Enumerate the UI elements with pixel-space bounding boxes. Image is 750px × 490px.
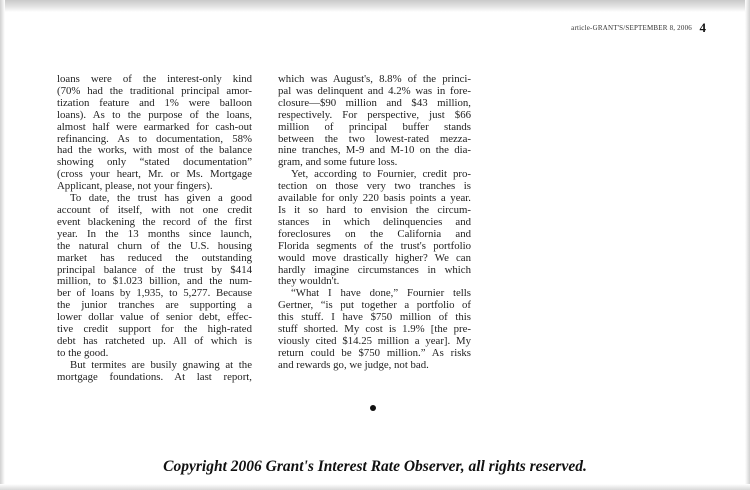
viewer-top-shadow	[0, 0, 750, 12]
text-line: the junior tranches are supporting a	[57, 299, 252, 312]
text-line: showing only “stated documentation”	[57, 156, 252, 169]
text-line: they wouldn't.	[278, 275, 340, 288]
text-line: tization feature and 1% were balloon	[57, 96, 252, 109]
text-line: and rewards go, we judge, not bad.	[278, 358, 429, 371]
text-line: to the good.	[57, 346, 109, 359]
text-line: pal was delinquent and 4.2% was in fore-	[278, 84, 471, 97]
paragraph	[278, 169, 471, 288]
text-line: Applicant, please, not your fingers).	[57, 180, 213, 193]
text-line: But termites are busily gnawing at the	[70, 358, 252, 371]
running-head: article-GRANT'S/SEPTEMBER 8, 2006	[571, 24, 692, 32]
paragraph	[278, 74, 471, 169]
text-line: foreclosures on the California and	[278, 227, 471, 240]
text-line: million, to $1.023 billion, and the num-	[57, 275, 252, 288]
text-line: nine tranches, M-9 and M-10 on the dia-	[278, 144, 471, 157]
text-line: year. In the 13 months since launch,	[57, 227, 252, 240]
text-line: tection on those very two tranches is	[278, 180, 471, 193]
text-line: event blackening the record of the first	[57, 215, 252, 228]
text-line: Florida segments of the trust's portfolio	[278, 239, 471, 252]
text-line: loans were of the interest-only kind	[57, 73, 252, 85]
paragraph	[278, 288, 471, 371]
text-line: the natural churn of the U.S. housing	[57, 239, 252, 252]
left-column	[57, 74, 252, 384]
text-line: hardly imagine circumstances in which	[278, 263, 471, 276]
text-line: “What I have done,” Fournier tells	[291, 287, 471, 300]
text-line: loans). As to the purpose of the loans,	[57, 108, 252, 121]
text-line: refinancing. As to documentation, 58%	[57, 132, 252, 145]
text-line: (70% had the traditional principal amor-	[57, 84, 252, 97]
text-line: principal balance of the trust by $414	[57, 263, 252, 276]
text-line: between the two lowest-rated mezza-	[278, 132, 471, 145]
text-line: (cross your heart, Mr. or Ms. Mortgage	[57, 168, 252, 181]
copyright-footer: Copyright 2006 Grant's Interest Rate Observer, all rights reserved.	[163, 458, 587, 475]
text-line: Is it so hard to envision the circum-	[278, 203, 471, 216]
text-line: ber of loans by 1,935, to 5,277. Because	[57, 287, 252, 300]
text-line: Yet, according to Fournier, credit pro-	[291, 168, 471, 181]
viewer-bottom-shadow	[0, 484, 750, 490]
text-line: account of itself, with not one credit	[57, 203, 252, 216]
text-line: tive credit support for the high-rated	[57, 323, 252, 336]
text-line: would move drastically higher? We can	[278, 251, 471, 264]
text-line: available for only 220 basis points a year.	[278, 192, 471, 205]
text-line: respectively. For perspective, just $66	[278, 108, 471, 121]
paragraph	[57, 74, 252, 193]
text-line: had the works, with most of the balance	[57, 144, 252, 157]
text-line: debt has ratcheted up. All of which is	[57, 334, 252, 347]
text-line: return could be $750 million.” As risks	[278, 346, 471, 359]
text-line: market has reduced the outstanding	[57, 251, 252, 264]
text-line: To date, the trust has given a good	[70, 192, 252, 205]
page-number: 4	[699, 20, 706, 35]
text-line: viously cited $14.25 million a year]. My	[278, 334, 471, 347]
viewer-left-shadow	[0, 0, 5, 490]
text-line: stuff shorted. My cost is 1.9% [the pre-	[278, 323, 471, 336]
end-of-article-bullet	[370, 405, 376, 411]
text-line: mortgage foundations. At last report,	[57, 370, 252, 383]
text-line: gram, and some future loss.	[278, 156, 398, 169]
text-line: stances in which delinquencies and	[278, 215, 471, 228]
text-line: Gertner, “is put together a portfolio of	[278, 299, 471, 312]
paragraph	[57, 360, 252, 384]
text-line: almost half were earmarked for cash-out	[57, 120, 252, 133]
text-line: which was August's, 8.8% of the princi-	[278, 73, 471, 85]
text-line: lower dollar value of senior debt, effec-	[57, 311, 252, 324]
viewer-right-shadow	[745, 0, 750, 490]
text-line: million of principal buffer stands	[278, 120, 471, 133]
text-line: this stuff. I have $750 million of this	[278, 311, 471, 324]
paragraph	[57, 193, 252, 360]
text-line: closure—$90 million and $43 million,	[278, 96, 471, 109]
right-column	[278, 74, 471, 372]
